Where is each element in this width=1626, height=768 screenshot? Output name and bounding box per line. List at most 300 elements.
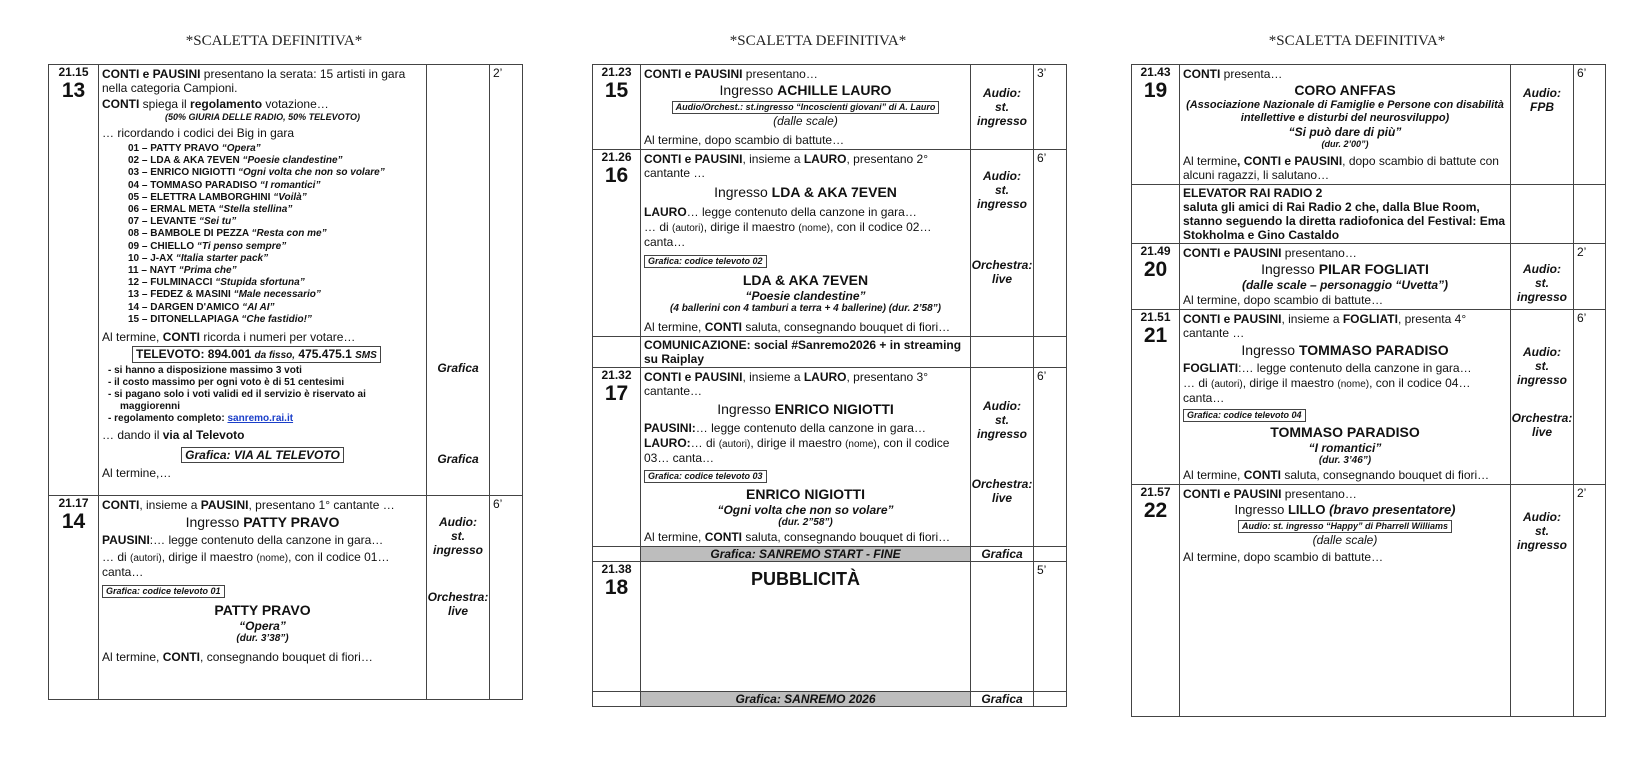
grafica-start: Grafica: SANREMO START - FINE: [641, 547, 971, 562]
televoto-rule: - si pagano solo i voti validi ed il servizio è riservato ai maggiorenni: [120, 389, 423, 413]
segment-number: 14: [61, 510, 86, 533]
segment-time-cell: [1132, 65, 1180, 185]
duration: 2’: [1574, 244, 1606, 310]
artist-code: 09: [128, 240, 140, 252]
audio-value: st. ingresso: [1516, 524, 1567, 552]
outro-text-end: saluta, consegnando bouquet di fiori…: [742, 530, 951, 544]
artist-name: FULMINACCI: [150, 277, 213, 289]
outro-text: Al termine,: [1183, 468, 1244, 482]
segment-time-cell: [593, 65, 641, 150]
televoto-box: [132, 346, 381, 363]
song-title: “Stupida sfortuna”: [215, 277, 305, 289]
artist-code: 14: [128, 301, 140, 313]
guest-description: (Associazione Nazionale di Famiglie e Persone con disabilità intellettive e disturbi del neurosviluppo): [1186, 99, 1504, 124]
artist-code-item: [128, 143, 423, 155]
host: CONTI: [102, 498, 140, 512]
duration: 2’: [490, 65, 523, 496]
song-title: “Opera”: [239, 619, 286, 633]
grafica-label: Grafica: [437, 361, 479, 375]
artist-code: 12: [128, 277, 140, 289]
host: LAURO: [803, 370, 847, 384]
artist-name: LILLO: [1287, 502, 1326, 517]
grafica-box: Grafica: VIA AL TELEVOTO: [181, 447, 344, 463]
artist-name: DARGEN D'AMICO: [150, 301, 240, 313]
hosts: CONTI e PAUSINI: [1183, 487, 1282, 501]
duration: 6’: [1574, 65, 1606, 185]
artist-code-item: [128, 216, 423, 228]
segment-time-cell: [593, 368, 641, 547]
ingresso-label: Ingresso: [719, 82, 778, 98]
dir-text: , con il codice 03… canta…: [644, 436, 950, 465]
segment-time: 21.49: [1140, 244, 1171, 258]
name-placeholder: (nome): [256, 553, 289, 564]
dir-text: , dirige il maestro: [1242, 376, 1338, 390]
artist-code-item: [128, 180, 423, 192]
segment-time-cell: [1132, 310, 1180, 485]
av-cell: [971, 368, 1034, 547]
artist-code: 06: [128, 204, 140, 216]
host: CONTI: [704, 530, 743, 544]
segment-time-cell: [49, 496, 99, 700]
segment-content: [99, 65, 427, 496]
artist-code-item: [128, 155, 423, 167]
artist-name: LDA & AKA 7EVEN: [771, 184, 897, 200]
empty-cell: [1034, 337, 1067, 368]
code-separator: –: [139, 289, 151, 301]
artist-code-list: [128, 143, 423, 326]
code-separator: –: [139, 301, 151, 313]
rules-keyword: regolamento: [190, 97, 263, 111]
televoto-sms: SMS: [355, 350, 377, 362]
artist-code-item: [128, 289, 423, 301]
host: FOGLIATI: [1342, 312, 1398, 326]
host: LAURO:: [644, 436, 691, 450]
song-duration: (dur. 2’00”): [1321, 139, 1369, 149]
song-title: “Ogni volta che non so volare”: [238, 167, 385, 179]
artist-code-item: [128, 302, 423, 314]
empty-cell: [1034, 692, 1067, 707]
page-title: *SCALETTA DEFINITIVA*: [185, 33, 363, 49]
artist-code: 13: [128, 289, 140, 301]
segment-row-14: [49, 496, 523, 700]
av-cell: [427, 65, 490, 496]
remind-text: Al termine,: [102, 330, 163, 345]
song-title: “Sei tu”: [198, 216, 237, 228]
segment-row-22: [1132, 485, 1606, 717]
ingresso-label: Ingresso: [717, 401, 775, 417]
host: PAUSINI:: [644, 421, 696, 435]
song-duration: (dur. 3’38”): [236, 633, 289, 644]
host: CONTI: [1243, 468, 1282, 482]
intro-text-end: , presenta 4° cantante …: [1183, 312, 1467, 340]
artist-name: ENRICO NIGIOTTI: [150, 167, 236, 179]
song-title: “AI AI”: [242, 301, 275, 313]
host: PAUSINI: [102, 533, 150, 547]
host: CONTI: [162, 330, 201, 345]
elevator-title: ELEVATOR RAI RADIO 2: [1183, 186, 1323, 200]
authors-placeholder: (autori): [1211, 379, 1243, 390]
entry-note: (dalle scale – personaggio “Uvetta”): [1241, 278, 1449, 292]
artist-note: (bravo presentatore): [1325, 502, 1456, 517]
song-title: “Prima che”: [178, 265, 237, 277]
song-title: “Resta con me”: [251, 228, 327, 240]
segment-number: 13: [61, 79, 86, 102]
orchestra-label: Orchestra:: [971, 258, 1033, 272]
via-text: … dando il: [102, 428, 163, 443]
orchestra-value: live: [991, 491, 1012, 505]
dir-text: , con il codice 02… canta…: [644, 220, 932, 249]
artist-code: 11: [128, 265, 139, 277]
artist-name: ENRICO NIGIOTTI: [746, 486, 865, 502]
outro-text: Al termine,: [102, 650, 163, 664]
outro-text: Al termine,: [644, 320, 705, 334]
artist-name: LDA & AKA 7EVEN: [742, 272, 869, 288]
artist-name: NAYT: [149, 265, 177, 277]
segment-time: 21.57: [1140, 485, 1171, 499]
ingresso-label: Ingresso: [714, 184, 772, 200]
desc-text: … legge contenuto della canzone in gara…: [695, 421, 926, 435]
dir-text: … di: [690, 436, 719, 450]
segment-row-19: [1132, 65, 1606, 185]
code-separator: –: [139, 143, 151, 154]
televoto-rules: [114, 365, 423, 425]
artist-name: PATTY PRAVO: [214, 602, 311, 618]
artist-name: TOMMASO PARADISO: [1270, 424, 1420, 440]
host: LAURO: [803, 152, 847, 166]
song-title: “Si può dare di più”: [1288, 125, 1402, 139]
hosts: , CONTI e PAUSINI: [1237, 154, 1343, 168]
av-cell: [971, 65, 1034, 150]
segment-number: 18: [604, 576, 629, 599]
host: CONTI: [102, 97, 140, 111]
song-title: “Opera”: [221, 143, 261, 154]
televoto-number: TELEVOTO: 894.001: [136, 347, 255, 362]
intro-text: , insieme a: [742, 152, 804, 166]
authors-placeholder: (autori): [718, 439, 751, 450]
artist-code: 03: [128, 167, 140, 179]
entry-note: (dalle scale): [1312, 533, 1378, 547]
entry-note: (dalle scale): [773, 114, 838, 128]
artist-code-item: [128, 277, 423, 289]
audio-box: Audio/Orchest.: st.ingresso “Incoscienti giovani” di A. Lauro: [672, 101, 940, 114]
code-separator: –: [139, 228, 151, 240]
audio-label: Audio:: [983, 399, 1021, 413]
duration: 5’: [1034, 562, 1067, 692]
av-cell: [427, 496, 490, 700]
artist-code: 08: [128, 228, 140, 240]
desc-text: … legge contenuto della canzone in gara…: [686, 205, 917, 219]
intro-text: , insieme a: [1281, 312, 1343, 326]
artist-name: FEDEZ & MASINI: [150, 289, 231, 301]
intro-text-end: , presentano 3° cantante…: [644, 370, 929, 398]
grafica-end: Grafica: SANREMO 2026: [641, 692, 971, 707]
page-title: *SCALETTA DEFINITIVA*: [1268, 33, 1446, 49]
televoto-rule: - il costo massimo per ogni voto è di 51 centesimi: [120, 377, 423, 389]
grafica-label: Grafica: [971, 692, 1034, 707]
intro-text: , insieme a: [139, 498, 201, 512]
audio-value: FPB: [1530, 100, 1554, 114]
empty-cell: [593, 547, 641, 562]
rules-note: (50% GIURIA DELLE RADIO, 50% TELEVOTO): [164, 112, 361, 122]
scaletta-table-1: [48, 64, 523, 700]
artist-name: LEVANTE: [150, 216, 197, 228]
audio-value: st. ingresso: [1516, 359, 1567, 387]
song-title: “Italia starter pack”: [175, 252, 269, 264]
segment-row-18: [593, 562, 1067, 692]
av-cell: [1511, 485, 1574, 717]
desc-text: :… legge contenuto della canzone in gara…: [1238, 361, 1472, 375]
outro-text-end: saluta, consegnando bouquet di fiori…: [742, 320, 951, 334]
name-placeholder: (nome): [845, 439, 877, 450]
dir-text: , dirige il maestro: [703, 220, 799, 234]
duration: 6’: [490, 496, 523, 700]
segment-time-cell: [49, 65, 99, 496]
dir-text: , dirige il maestro: [750, 436, 846, 450]
ingresso-label: Ingresso: [185, 514, 244, 530]
ingresso-label: Ingresso: [1261, 261, 1319, 277]
artist-code: 01: [128, 143, 140, 154]
segment-number: 16: [604, 164, 629, 187]
code-separator: –: [139, 277, 151, 289]
outro-text: Al termine, dopo scambio di battute…: [644, 133, 845, 147]
dir-text: … di: [644, 220, 673, 234]
elevator-content: [1180, 185, 1511, 244]
song-title: “Stella stellina”: [218, 204, 293, 216]
desc-text: :… legge contenuto della canzone in gara…: [149, 533, 384, 547]
segment-time: 21.17: [58, 496, 89, 510]
artist-name: PILAR FOGLIATI: [1318, 261, 1429, 277]
intro-text: presenta…: [1220, 67, 1283, 81]
outro-text-end: , consegnando bouquet di fiori…: [200, 650, 373, 664]
empty-cell: [971, 562, 1034, 692]
artist-name: J-AX: [150, 252, 174, 264]
elevator-row: [1132, 185, 1606, 244]
artist-code: 04: [128, 179, 140, 191]
authors-placeholder: (autori): [130, 553, 162, 564]
intro-text: , insieme a: [742, 370, 804, 384]
code-box: Grafica: codice televoto 02: [644, 255, 767, 268]
orchestra-label: Orchestra:: [427, 590, 489, 604]
segment-time: 21.23: [601, 65, 632, 79]
segment-time: 21.32: [601, 368, 632, 382]
artist-code-item: [128, 167, 423, 179]
artist-name: CHIELLO: [150, 240, 195, 252]
televoto-rule: - si hanno a disposizione massimo 3 voti: [120, 365, 423, 377]
audio-label: Audio:: [1523, 345, 1561, 359]
segment-content: [1180, 244, 1511, 310]
av-cell: [1511, 244, 1574, 310]
hosts: CONTI e PAUSINI: [644, 67, 743, 81]
segment-time: 21.26: [601, 150, 632, 164]
duration: 2’: [1574, 485, 1606, 717]
hosts: CONTI e PAUSINI: [102, 67, 201, 81]
segment-number: 21: [1143, 324, 1168, 347]
outro-text: Al termine: [1183, 154, 1238, 168]
pubblicita-title: PUBBLICITÀ: [641, 562, 971, 692]
empty-cell: [1574, 185, 1606, 244]
name-placeholder: (nome): [1337, 379, 1370, 390]
artist-name: PATTY PRAVO: [243, 514, 340, 530]
dir-text: , dirige il maestro: [161, 550, 257, 564]
segment-number: 17: [604, 382, 629, 405]
song-title: “Male necessario”: [233, 289, 321, 301]
intro-text: presentano…: [1281, 246, 1357, 260]
code-separator: –: [139, 204, 151, 216]
regolamento-link[interactable]: sanremo.rai.it: [227, 413, 294, 425]
duration: 6’: [1034, 368, 1067, 547]
segment-content: [641, 368, 971, 547]
artist-name: TOMMASO PARADISO: [1298, 342, 1449, 358]
outro-text: Al termine, dopo scambio di battute…: [1183, 550, 1384, 564]
song-title: “Poesie clandestine”: [745, 289, 866, 303]
segment-row-13: [49, 65, 523, 496]
segment-content: [641, 65, 971, 150]
code-box: Grafica: codice televoto 03: [644, 470, 767, 483]
segment-time-cell: [593, 150, 641, 337]
artist-name: BAMBOLE DI PEZZA: [150, 228, 249, 240]
song-title: “I romantici”: [1308, 441, 1382, 455]
code-box: Grafica: codice televoto 01: [102, 585, 225, 598]
audio-label: Audio:: [983, 86, 1021, 100]
orchestra-label: Orchestra:: [1511, 411, 1573, 425]
artist-code-item: [128, 192, 423, 204]
audio-box: Audio: st. ingresso “Happy” di Pharrell Williams: [1238, 520, 1452, 533]
rules-text: spiega il: [139, 97, 191, 111]
grafica-label: Grafica: [971, 547, 1034, 562]
artist-name: ENRICO NIGIOTTI: [774, 401, 894, 417]
name-placeholder: (nome): [798, 223, 831, 234]
audio-value: st. ingresso: [1516, 276, 1567, 304]
televoto-sms-number: 475.475.1: [295, 347, 356, 362]
song-title: “Ti penso sempre”: [196, 240, 287, 252]
segment-number: 22: [1143, 499, 1168, 522]
host: CONTI: [1183, 67, 1221, 81]
artist-name: ERMAL META: [150, 204, 216, 216]
audio-label: Audio:: [439, 515, 477, 529]
intro-text: presentano…: [1281, 487, 1357, 501]
artist-code-item: [128, 314, 423, 326]
empty-cell: [593, 337, 641, 368]
dir-text: , con il codice 01… canta…: [102, 550, 390, 579]
code-separator: –: [139, 313, 151, 325]
ingresso-label: Ingresso: [1234, 502, 1288, 517]
artist-name: PATTY PRAVO: [150, 143, 219, 154]
codes-intro: … ricordando i codici dei Big in gara: [102, 126, 295, 140]
segment-row-17: [593, 368, 1067, 547]
artist-code: 05: [128, 191, 140, 203]
song-duration: (dur. 2”58”): [778, 517, 833, 528]
code-separator: –: [139, 191, 151, 203]
artist-code: 02: [128, 155, 140, 167]
song-duration: (dur. 3’46”): [1318, 455, 1372, 466]
performance-note: (4 ballerini con 4 tamburi a terra + 4 ballerine) (dur. 2’58”): [670, 303, 941, 314]
artist-code-item: [128, 204, 423, 216]
code-separator: –: [139, 216, 151, 228]
segment-number: 19: [1143, 79, 1168, 102]
code-box: Grafica: codice televoto 04: [1183, 409, 1306, 422]
empty-cell: [971, 337, 1034, 368]
hosts: CONTI e PAUSINI: [644, 152, 743, 166]
intro-text: presentano…: [742, 67, 818, 81]
song-title: “I romantici”: [259, 179, 321, 191]
duration: 6’: [1034, 150, 1067, 337]
hosts: CONTI e PAUSINI: [1183, 246, 1282, 260]
host: LAURO: [644, 205, 687, 219]
grafica-end-row: [593, 692, 1067, 707]
segment-time: 21.51: [1140, 310, 1171, 324]
intro-text-end: , presentano 1° cantante …: [248, 498, 395, 512]
song-title: “Poesie clandestine”: [242, 155, 343, 167]
av-cell: [1511, 65, 1574, 185]
hosts: CONTI e PAUSINI: [1183, 312, 1282, 326]
artist-name: ACHILLE LAURO: [777, 82, 892, 98]
code-separator: –: [139, 167, 151, 179]
segment-number: 15: [604, 79, 629, 102]
artist-code: 07: [128, 216, 140, 228]
hosts: CONTI e PAUSINI: [644, 370, 743, 384]
artist-code-item: [128, 265, 423, 277]
authors-placeholder: (autori): [672, 223, 704, 234]
audio-value: st. ingresso: [432, 529, 483, 557]
artist-code: 10: [128, 252, 140, 264]
code-separator: –: [138, 265, 150, 277]
segment-content: [99, 496, 427, 700]
av-cell: [1511, 310, 1574, 485]
intro-text-end: , presentano 2° cantante …: [644, 152, 929, 180]
artist-name: LDA & AKA 7EVEN: [150, 155, 240, 167]
grafica-label: Grafica: [437, 452, 479, 466]
segment-row-16: [593, 150, 1067, 337]
grafica-start-row: [593, 547, 1067, 562]
code-separator: –: [139, 179, 151, 191]
code-separator: –: [139, 155, 151, 167]
dir-text: … di: [1183, 376, 1212, 390]
artist-code: 15: [128, 313, 140, 325]
audio-label: Audio:: [1523, 510, 1561, 524]
scaletta-table-3: [1131, 64, 1606, 717]
segment-row-21: [1132, 310, 1606, 485]
artist-name: ELETTRA LAMBORGHINI: [150, 191, 271, 203]
dir-text: … di: [102, 550, 131, 564]
regolamento-label: regolamento completo:: [114, 413, 228, 425]
host: FOGLIATI: [1183, 361, 1239, 375]
remind-text-end: ricorda i numeri per votare…: [200, 330, 356, 345]
audio-label: Audio:: [1523, 86, 1561, 100]
song-title: “Che fastidio!”: [241, 313, 312, 325]
empty-cell: [1034, 547, 1067, 562]
segment-time-cell: [593, 562, 641, 692]
televoto-fisso: da fisso,: [254, 350, 296, 362]
regolamento-item: [114, 413, 423, 425]
guest-name: CORO ANFFAS: [1294, 82, 1396, 98]
duration: 6’: [1574, 310, 1606, 485]
rules-text-end: votazione…: [262, 97, 329, 111]
av-cell: [971, 150, 1034, 337]
outro-text-end: , dopo scambio di battute con alcuni ragazzi, li salutano…: [1183, 154, 1499, 182]
dir-text: , con il codice 04… canta…: [1183, 376, 1471, 405]
segment-row-15: [593, 65, 1067, 150]
code-separator: –: [139, 240, 151, 252]
empty-cell: [593, 692, 641, 707]
outro-text: Al termine, dopo scambio di battute…: [1183, 293, 1384, 307]
via-keyword: via al Televoto: [162, 428, 245, 443]
empty-cell: [1511, 185, 1574, 244]
host: PAUSINI: [200, 498, 249, 512]
artist-code-item: [128, 228, 423, 240]
code-separator: –: [139, 252, 151, 264]
audio-label: Audio:: [1523, 262, 1561, 276]
song-title: “Ogni volta che non so volare”: [717, 503, 894, 517]
